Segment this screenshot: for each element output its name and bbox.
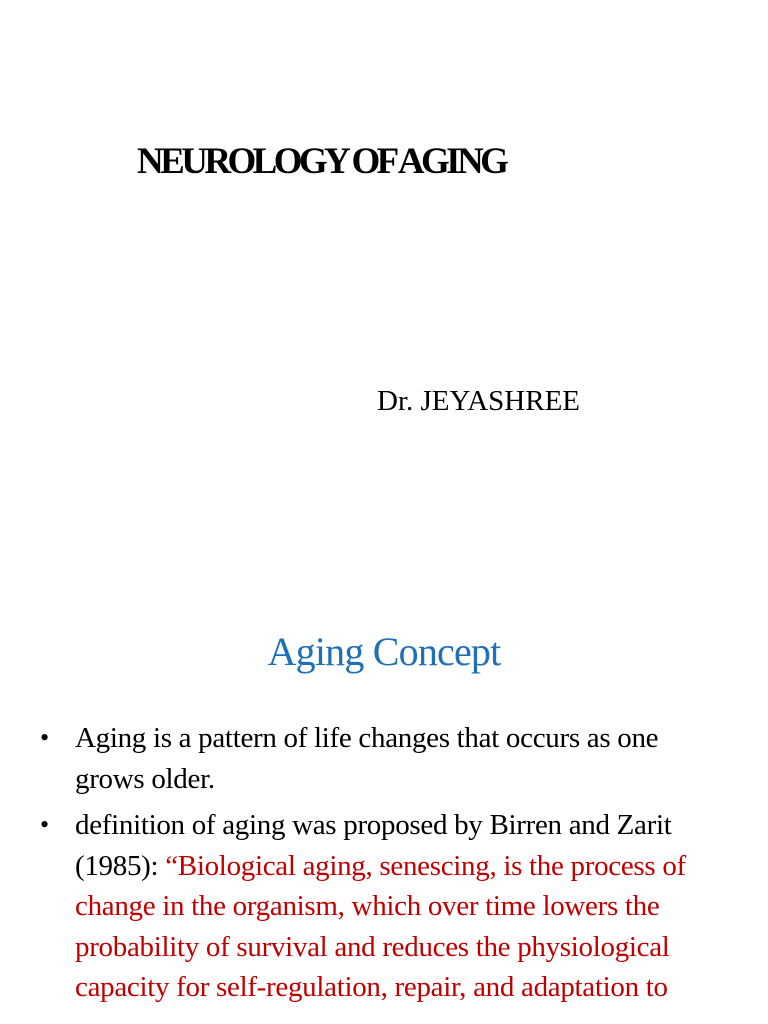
section-heading: Aging Concept	[267, 629, 501, 674]
bullet-item	[0, 805, 768, 1008]
definition-quote: “Biological aging, senescing, is the process of change in the organism, which over time lowers the probability of survival and reduces the physiological capacity for self-regulation, repair, and adaptation to	[75, 849, 686, 1003]
bullet-marker-icon: •	[40, 723, 49, 752]
bullet-list	[0, 718, 768, 1014]
bullet-text: Aging is a pattern of life changes that occurs as one grows older.	[75, 722, 659, 795]
content-slide	[0, 570, 768, 1024]
bullet-text: definition of aging was proposed by Birren and Zarit (1985):	[75, 809, 672, 882]
presentation-title: NEUROLOGY OF AGING	[137, 141, 506, 182]
bullet-item	[0, 718, 768, 799]
bullet-marker-icon: •	[40, 810, 49, 839]
author-name: Dr. JEYASHREE	[377, 385, 581, 417]
